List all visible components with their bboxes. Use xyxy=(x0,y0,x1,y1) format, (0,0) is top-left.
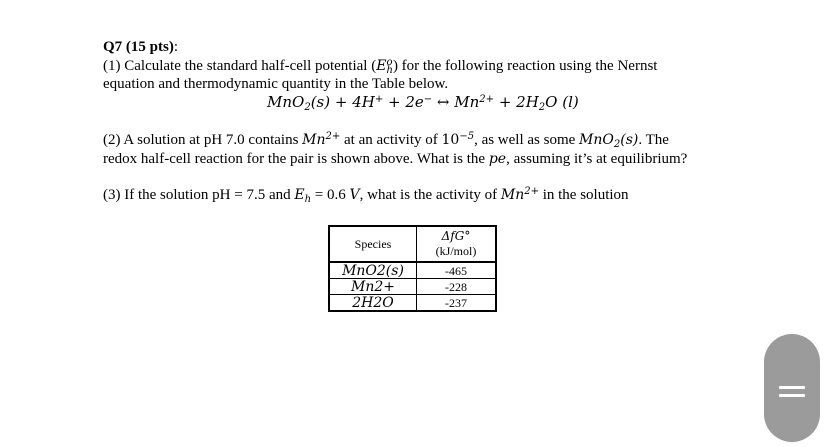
table-row xyxy=(329,279,496,295)
part3-line: (3) If the solution pH = 7.5 and $E_h = 0.6$ V, what is the activity of $Mn^{2+}$ in the solution xyxy=(103,186,629,205)
table-row xyxy=(329,295,496,312)
part2-line2: redox half-cell reaction for the pair is shown above. What is the pe, assuming it’s at equilibrium? xyxy=(103,151,688,167)
species-cell: MnO2(s) xyxy=(329,262,417,279)
part1-line2: equation and thermodynamic quantity in the Table below. xyxy=(103,76,449,92)
value-cell: -228 xyxy=(417,279,497,295)
delta-g-header: ΔfG° (kJ/mol) xyxy=(417,226,497,262)
species-header: Species xyxy=(329,226,417,262)
activity-value: $10^{-5}$ xyxy=(441,131,475,148)
part1-line1: (1) Calculate the standard half-cell potential $(E^o_h)$ for the following reaction using the Nernst xyxy=(103,57,658,76)
standard-potential-symbol: $E^o_h$ xyxy=(376,57,393,76)
menu-bars-icon xyxy=(779,386,805,389)
value-cell: -465 xyxy=(417,262,497,279)
part2-line1: (2) A solution at pH 7.0 contains $Mn^{2+}$ at an activity of $10^{-5}$, as well as some MnO$_2$(s). The xyxy=(103,131,669,150)
table-row xyxy=(329,262,496,279)
mno2-solid: MnO$_2$(s) xyxy=(579,132,639,150)
table-header-row xyxy=(329,226,496,262)
volt-unit: V xyxy=(349,187,360,203)
species-cell: 2H2O xyxy=(329,295,417,312)
pe-symbol: pe xyxy=(488,151,507,167)
question-title-text: Q7 (15 pts) xyxy=(103,39,174,55)
thermo-table xyxy=(328,225,497,312)
value-cell: -237 xyxy=(417,295,497,312)
mn-ion-part3: $Mn^{2+}$ xyxy=(500,186,539,203)
menu-button[interactable] xyxy=(764,334,820,442)
mn-ion: $Mn^{2+}$ xyxy=(302,131,341,148)
menu-bars-icon-lower xyxy=(779,394,805,397)
eh-symbol: $E_h$ xyxy=(294,187,312,205)
half-cell-equation: MnO$_2$(s) + 4H+ + 2e− ↔ $Mn^{2+} + 2H_2O$ (l) xyxy=(267,93,579,113)
question-title-colon: : xyxy=(173,39,179,55)
question-title xyxy=(103,38,178,57)
species-cell: Mn2+ xyxy=(329,279,417,295)
